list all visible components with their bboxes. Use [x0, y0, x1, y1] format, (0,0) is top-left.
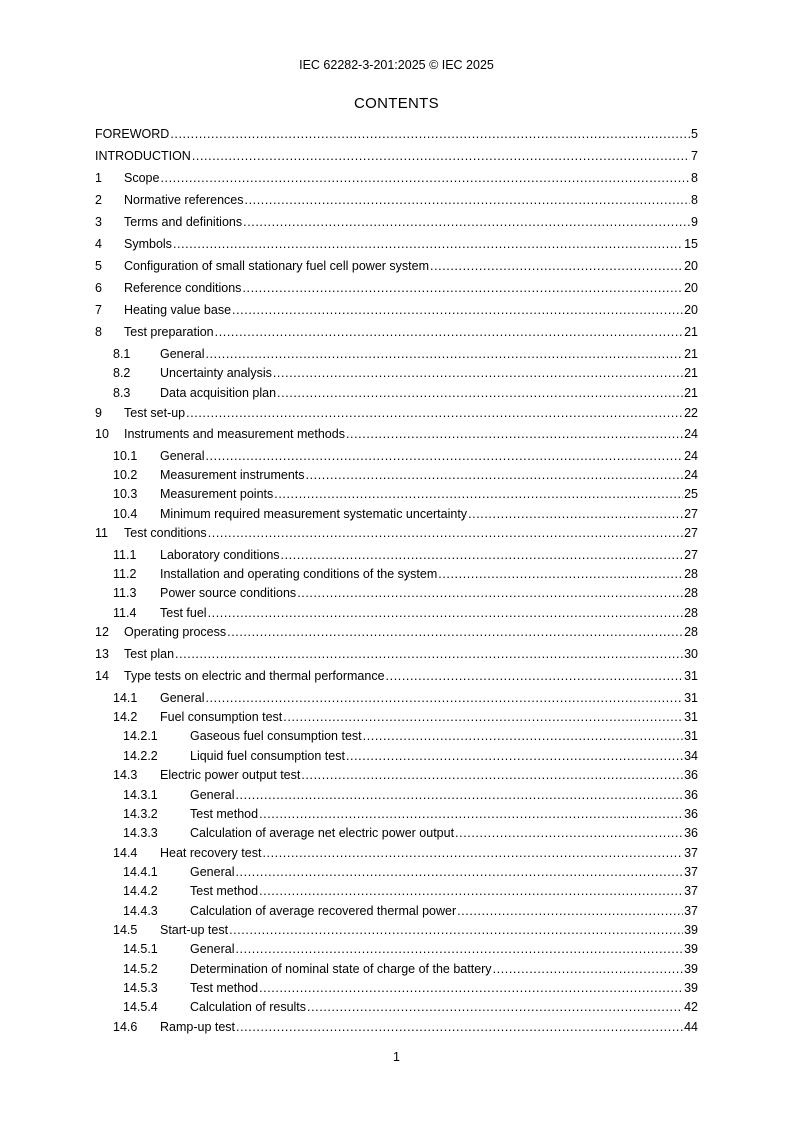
toc-entry-number: 14.3.2: [123, 807, 158, 821]
toc-entry-number: 11.1: [113, 548, 137, 562]
toc-entry-page: 27: [684, 507, 698, 521]
toc-dot-leader: [232, 302, 683, 318]
toc-entry-page: 20: [684, 281, 698, 295]
toc-entry-page: 27: [684, 526, 698, 540]
toc-entry-number: 8.2: [113, 366, 131, 380]
toc-entry-number: 8: [95, 325, 102, 339]
toc-entry-page: 27: [684, 548, 698, 562]
toc-entry[interactable]: [95, 547, 698, 563]
toc-entry-title: Determination of nominal state of charge of the battery: [190, 962, 492, 976]
toc-entry-number: 14.1: [113, 691, 138, 705]
toc-dot-leader: [346, 748, 683, 764]
toc-entry-page: 36: [684, 826, 698, 840]
toc-entry[interactable]: [95, 346, 698, 362]
toc-entry-title: INTRODUCTION: [95, 149, 191, 163]
toc-entry[interactable]: [95, 324, 698, 340]
toc-entry[interactable]: [95, 525, 698, 541]
toc-entry-title: Type tests on electric and thermal performance: [124, 669, 385, 683]
toc-entry-number: 11.2: [113, 567, 137, 581]
toc-entry-number: 11: [95, 526, 108, 540]
toc-dot-leader: [245, 192, 691, 208]
toc-entry[interactable]: [95, 864, 698, 880]
toc-entry-number: 10.1: [113, 449, 138, 463]
toc-entry-title: FOREWORD: [95, 127, 170, 141]
toc-entry[interactable]: [95, 728, 698, 744]
toc-entry[interactable]: [95, 448, 698, 464]
toc-entry-title: Minimum required measurement systematic uncertainty: [160, 507, 468, 521]
toc-entry-title: Measurement points: [160, 487, 274, 501]
toc-entry-title: Liquid fuel consumption test: [190, 749, 345, 763]
toc-entry-title: Calculation of average net electric power output: [190, 826, 455, 840]
toc-dot-leader: [457, 903, 683, 919]
toc-entry-page: 37: [684, 904, 698, 918]
toc-entry[interactable]: [95, 845, 698, 861]
toc-dot-leader: [455, 825, 683, 841]
toc-entry-number: 10.4: [113, 507, 138, 521]
toc-entry-number: 14.5.1: [123, 942, 158, 956]
toc-dot-leader: [307, 999, 683, 1015]
toc-entry-page: 20: [684, 259, 698, 273]
toc-entry-number: 14.3.1: [123, 788, 158, 802]
toc-entry-page: 20: [684, 303, 698, 317]
toc-entry[interactable]: [95, 903, 698, 919]
toc-entry[interactable]: [95, 405, 698, 421]
toc-entry-page: 5: [691, 127, 698, 141]
toc-entry-number: 4: [95, 237, 102, 251]
toc-dot-leader: [205, 346, 683, 362]
toc-entry[interactable]: [95, 961, 698, 977]
toc-entry-page: 24: [684, 468, 698, 482]
toc-entry-page: 28: [684, 625, 698, 639]
toc-entry-title: Scope: [124, 171, 160, 185]
toc-entry[interactable]: [95, 709, 698, 725]
toc-entry-title: General: [160, 449, 205, 463]
toc-entry[interactable]: [95, 467, 698, 483]
toc-entry-page: 31: [684, 729, 698, 743]
toc-entry-number: 14.3: [113, 768, 138, 782]
toc-entry-title: Power source conditions: [160, 586, 297, 600]
toc-entry-number: 14.2.2: [123, 749, 158, 763]
toc-entry-title: Data acquisition plan: [160, 386, 277, 400]
toc-dot-leader: [160, 170, 690, 186]
toc-entry[interactable]: [95, 922, 698, 938]
toc-entry[interactable]: [95, 646, 698, 662]
toc-entry-number: 8.1: [113, 347, 131, 361]
toc-entry-title: Test method: [190, 807, 259, 821]
toc-entry-page: 30: [684, 647, 698, 661]
toc-entry-page: 7: [691, 149, 698, 163]
toc-entry-page: 39: [684, 981, 698, 995]
toc-entry-page: 39: [684, 923, 698, 937]
toc-entry-number: 14.5: [113, 923, 138, 937]
toc-entry-page: 37: [684, 846, 698, 860]
toc-dot-leader: [215, 324, 683, 340]
toc-entry[interactable]: [95, 941, 698, 957]
toc-entry-title: Calculation of results: [190, 1000, 307, 1014]
toc-entry-number: 14.3.3: [123, 826, 158, 840]
toc-entry-number: 2: [95, 193, 102, 207]
toc-entry-number: 11.4: [113, 606, 137, 620]
toc-dot-leader: [301, 767, 683, 783]
toc-entry-title: Uncertainty analysis: [160, 366, 272, 380]
toc-dot-leader: [281, 547, 684, 563]
toc-entry-title: Laboratory conditions: [160, 548, 280, 562]
toc-entry-page: 31: [684, 710, 698, 724]
toc-entry[interactable]: [95, 170, 698, 186]
toc-dot-leader: [277, 385, 683, 401]
toc-dot-leader: [306, 467, 684, 483]
toc-entry[interactable]: [95, 365, 698, 381]
toc-entry-title: Test plan: [124, 647, 175, 661]
toc-entry-number: 10.2: [113, 468, 138, 482]
toc-entry[interactable]: [95, 385, 698, 401]
toc-entry-page: 21: [684, 347, 698, 361]
toc-dot-leader: [205, 448, 683, 464]
toc-entry-title: Symbols: [124, 237, 172, 251]
toc-entry[interactable]: [95, 126, 698, 142]
toc-entry-title: Heat recovery test: [160, 846, 262, 860]
toc-entry-page: 44: [684, 1020, 698, 1034]
toc-dot-leader: [205, 690, 683, 706]
toc-entry-title: Test fuel: [160, 606, 207, 620]
toc-entry-page: 8: [691, 171, 698, 185]
toc-dot-leader: [175, 646, 683, 662]
toc-entry-title: General: [190, 865, 235, 879]
toc-entry-title: Start-up test: [160, 923, 229, 937]
toc-dot-leader: [468, 506, 683, 522]
toc-dot-leader: [208, 525, 683, 541]
toc-entry-title: Measurement instruments: [160, 468, 305, 482]
toc-dot-leader: [229, 922, 683, 938]
toc-dot-leader: [243, 214, 690, 230]
toc-entry-number: 14.4.2: [123, 884, 158, 898]
toc-entry-page: 37: [684, 865, 698, 879]
toc-entry-number: 14.2: [113, 710, 138, 724]
toc-dot-leader: [386, 668, 684, 684]
toc-entry-title: General: [160, 347, 205, 361]
toc-entry-page: 36: [684, 768, 698, 782]
toc-entry-title: Installation and operating conditions of the system: [160, 567, 438, 581]
toc-entry-title: Ramp-up test: [160, 1020, 236, 1034]
toc-entry-page: 34: [684, 749, 698, 763]
toc-entry[interactable]: [95, 280, 698, 296]
toc-entry-number: 14.4.3: [123, 904, 158, 918]
toc-entry[interactable]: [95, 999, 698, 1015]
toc-entry-page: 8: [691, 193, 698, 207]
toc-dot-leader: [242, 280, 683, 296]
toc-entry-title: Gaseous fuel consumption test: [190, 729, 362, 743]
toc-entry-number: 13: [95, 647, 109, 661]
toc-entry-number: 14.5.2: [123, 962, 158, 976]
toc-entry-number: 14.2.1: [123, 729, 158, 743]
toc-entry-title: Test method: [190, 981, 259, 995]
toc-entry[interactable]: [95, 302, 698, 318]
toc-entry[interactable]: [95, 624, 698, 640]
toc-dot-leader: [186, 405, 683, 421]
toc-dot-leader: [297, 585, 683, 601]
toc-entry[interactable]: [95, 236, 698, 252]
toc-entry-title: Calculation of average recovered thermal power: [190, 904, 457, 918]
toc-entry-title: Instruments and measurement methods: [124, 427, 345, 441]
toc-entry-page: 25: [684, 487, 698, 501]
toc-entry[interactable]: [95, 566, 698, 582]
toc-dot-leader: [262, 845, 683, 861]
toc-dot-leader: [170, 126, 690, 142]
toc-entry[interactable]: [95, 486, 698, 502]
toc-entry-number: 8.3: [113, 386, 131, 400]
toc-dot-leader: [208, 605, 684, 621]
toc-entry-title: Terms and definitions: [124, 215, 243, 229]
toc-entry-number: 6: [95, 281, 102, 295]
toc-entry-page: 37: [684, 884, 698, 898]
toc-dot-leader: [192, 148, 690, 164]
toc-entry-title: General: [190, 788, 235, 802]
toc-entry[interactable]: [95, 980, 698, 996]
toc-entry-number: 5: [95, 259, 102, 273]
toc-dot-leader: [493, 961, 684, 977]
toc-entry-number: 9: [95, 406, 102, 420]
toc-entry-page: 28: [684, 586, 698, 600]
toc-dot-leader: [273, 365, 683, 381]
toc-entry-page: 31: [684, 691, 698, 705]
toc-dot-leader: [283, 709, 683, 725]
toc-entry[interactable]: [95, 148, 698, 164]
toc-entry[interactable]: [95, 192, 698, 208]
toc-entry-number: 14.4.1: [123, 865, 158, 879]
toc-entry-page: 21: [684, 386, 698, 400]
toc-dot-leader: [430, 258, 683, 274]
toc-entry-title: Test method: [190, 884, 259, 898]
toc-entry-number: 3: [95, 215, 102, 229]
toc-entry[interactable]: [95, 883, 698, 899]
toc-entry-title: Electric power output test: [160, 768, 301, 782]
toc-entry-number: 14.5.3: [123, 981, 158, 995]
toc-entry-page: 36: [684, 788, 698, 802]
toc-dot-leader: [259, 883, 683, 899]
toc-dot-leader: [274, 486, 683, 502]
toc-entry[interactable]: [95, 506, 698, 522]
toc-dot-leader: [346, 426, 683, 442]
toc-entry-title: Test conditions: [124, 526, 207, 540]
toc-entry-title: Reference conditions: [124, 281, 242, 295]
toc-entry-number: 7: [95, 303, 102, 317]
toc-entry[interactable]: [95, 214, 698, 230]
toc-entry-page: 36: [684, 807, 698, 821]
toc-entry[interactable]: [95, 1019, 698, 1035]
toc-entry-page: 9: [691, 215, 698, 229]
toc-dot-leader: [259, 806, 683, 822]
toc-entry-title: Normative references: [124, 193, 244, 207]
toc-entry[interactable]: [95, 748, 698, 764]
toc-entry-number: 10.3: [113, 487, 138, 501]
toc-entry-page: 39: [684, 942, 698, 956]
toc-dot-leader: [235, 864, 683, 880]
toc-entry-title: Heating value base: [124, 303, 232, 317]
toc-entry[interactable]: [95, 585, 698, 601]
toc-entry-title: General: [160, 691, 205, 705]
toc-entry[interactable]: [95, 668, 698, 684]
toc-entry-page: 24: [684, 449, 698, 463]
toc-entry-page: 42: [684, 1000, 698, 1014]
toc-entry-title: Configuration of small stationary fuel cell power system: [124, 259, 429, 273]
toc-dot-leader: [363, 728, 683, 744]
toc-entry-title: Fuel consumption test: [160, 710, 283, 724]
toc-dot-leader: [235, 787, 683, 803]
toc-dot-leader: [227, 624, 683, 640]
toc-entry[interactable]: [95, 806, 698, 822]
toc-entry-number: 14: [95, 669, 109, 683]
toc-entry[interactable]: [95, 767, 698, 783]
toc-entry-number: 14.5.4: [123, 1000, 158, 1014]
toc-entry-page: 21: [684, 366, 698, 380]
toc-entry-page: 31: [684, 669, 698, 683]
toc-entry-title: Operating process: [124, 625, 227, 639]
toc-dot-leader: [438, 566, 683, 582]
toc-entry-number: 11.3: [113, 586, 137, 600]
toc-entry-page: 28: [684, 606, 698, 620]
toc-entry-page: 39: [684, 962, 698, 976]
toc-entry[interactable]: [95, 825, 698, 841]
toc-entry-number: 10: [95, 427, 109, 441]
toc-entry[interactable]: [95, 787, 698, 803]
page-number: 1: [393, 1050, 400, 1064]
toc-dot-leader: [235, 941, 683, 957]
toc-entry-page: 15: [684, 237, 698, 251]
toc-entry-page: 22: [684, 406, 698, 420]
toc-entry[interactable]: [95, 426, 698, 442]
toc-entry-page: 21: [684, 325, 698, 339]
toc-entry-number: 12: [95, 625, 109, 639]
toc-entry-title: Test set-up: [124, 406, 186, 420]
toc-entry-number: 14.4: [113, 846, 138, 860]
toc-entry[interactable]: [95, 690, 698, 706]
toc-entry[interactable]: [95, 605, 698, 621]
toc-entry-number: 1: [95, 171, 102, 185]
toc-entry-page: 24: [684, 427, 698, 441]
toc-dot-leader: [236, 1019, 683, 1035]
toc-entry-page: 28: [684, 567, 698, 581]
document-header: IEC 62282-3-201:2025 © IEC 2025: [299, 58, 494, 72]
toc-entry-title: Test preparation: [124, 325, 214, 339]
toc-dot-leader: [259, 980, 683, 996]
toc-entry-title: General: [190, 942, 235, 956]
toc-dot-leader: [173, 236, 683, 252]
toc-entry[interactable]: [95, 258, 698, 274]
toc-entry-number: 14.6: [113, 1020, 138, 1034]
contents-title: CONTENTS: [354, 95, 439, 112]
